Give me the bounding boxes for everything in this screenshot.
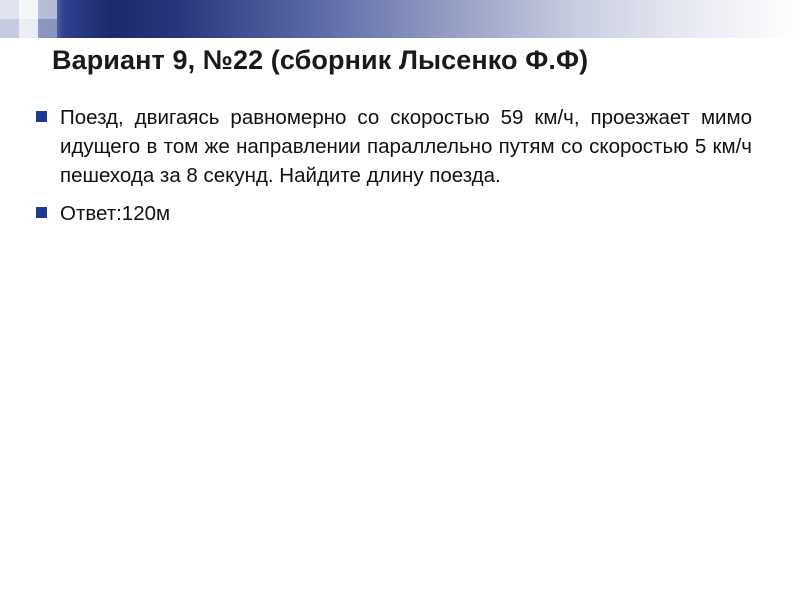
slide-body xyxy=(36,103,752,237)
list-item xyxy=(36,199,752,228)
decorative-square xyxy=(38,19,57,38)
list-item xyxy=(36,103,752,190)
decorative-square xyxy=(0,19,19,38)
list-item-text: Поезд, двигаясь равномерно со скоростью 59 км/ч, проезжает мимо идущего в том же направлении параллельно путям со скоростью 5 км/ч пешехода за 8 секунд. Найдите длину поезда. xyxy=(60,106,752,188)
answer-text: Ответ:120м xyxy=(60,202,171,226)
decorative-top-band xyxy=(0,0,800,38)
decorative-square xyxy=(19,19,38,38)
decorative-square xyxy=(0,0,19,19)
square-bullet-icon xyxy=(36,111,47,122)
decorative-square xyxy=(38,0,57,19)
decorative-square xyxy=(19,0,38,19)
slide-title: Вариант 9, №22 (сборник Лысенко Ф.Ф) xyxy=(52,45,589,75)
decorative-squares xyxy=(0,0,70,38)
square-bullet-icon xyxy=(36,207,47,218)
